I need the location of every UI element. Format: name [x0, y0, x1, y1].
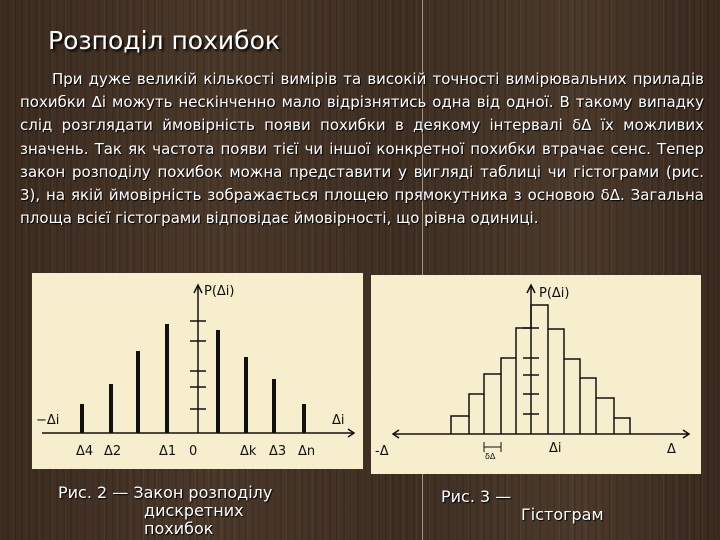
tick-label: Δ3: [269, 444, 287, 459]
y-axis-label: P(Δi): [539, 286, 570, 301]
slide-paragraph: При дуже великій кількості вимірів та високій точності вимірювальних приладів похибки Δi можуть нескінченно мало відрізнятись одна від одної. В такому випадку слід розглядати ймовірність появи похибки в деякому інтервалі δΔ їх можливих значень. Так як частота появи тієї чи іншої конкретної похибки втрачає сенс. Тепер закон розподілу похибок можна представити у вигляді таблиці чи гістограми (рис. 3), на якій ймовірність зображається площею прямокутника з основою δΔ. Загальна площа всієї гістограми відповідає ймовірності, що рівна одиниці.: [20, 70, 704, 228]
figure-histogram-svg: [371, 275, 701, 474]
figure2-caption: [58, 484, 358, 538]
figure2-caption-line2: дискретних: [144, 501, 244, 520]
tick-label: Δ4: [76, 444, 94, 459]
discrete-bar: [272, 379, 276, 433]
figure-discrete-svg: [32, 273, 363, 469]
discrete-bar: [216, 330, 220, 433]
right-axis-label: Δi: [332, 413, 345, 428]
discrete-bar: [80, 404, 84, 433]
discrete-bar: [302, 404, 306, 433]
y-axis-label: P(Δi): [204, 284, 235, 299]
figure2-caption-line3: похибок: [144, 519, 214, 538]
center-label: Δi: [549, 441, 562, 456]
discrete-bar: [165, 324, 169, 433]
figure3-caption-line1: Рис. 3 —: [441, 487, 512, 506]
figure2-caption-line1: Рис. 2 — Закон розподілу: [58, 483, 273, 502]
interval-label: δΔ: [485, 452, 496, 461]
discrete-bar: [244, 357, 248, 433]
figure3-caption: [441, 488, 701, 524]
tick-label: Δn: [298, 444, 316, 459]
figure-discrete-distribution: [32, 273, 363, 469]
figure-histogram: [371, 275, 701, 474]
tick-label: Δk: [240, 444, 257, 459]
discrete-bar: [136, 351, 140, 433]
right-axis-label: Δ: [667, 442, 676, 457]
figure3-caption-line2: Гістограм: [521, 505, 604, 524]
slide-title: Розподіл похибок: [48, 26, 280, 55]
tick-label: Δ1: [159, 444, 177, 459]
tick-label: 0: [189, 444, 198, 459]
histogram-outline: [451, 305, 630, 434]
left-axis-label: -Δ: [375, 444, 389, 459]
left-axis-label: −Δi: [36, 413, 60, 428]
tick-label: Δ2: [104, 444, 122, 459]
discrete-bar: [109, 384, 113, 433]
